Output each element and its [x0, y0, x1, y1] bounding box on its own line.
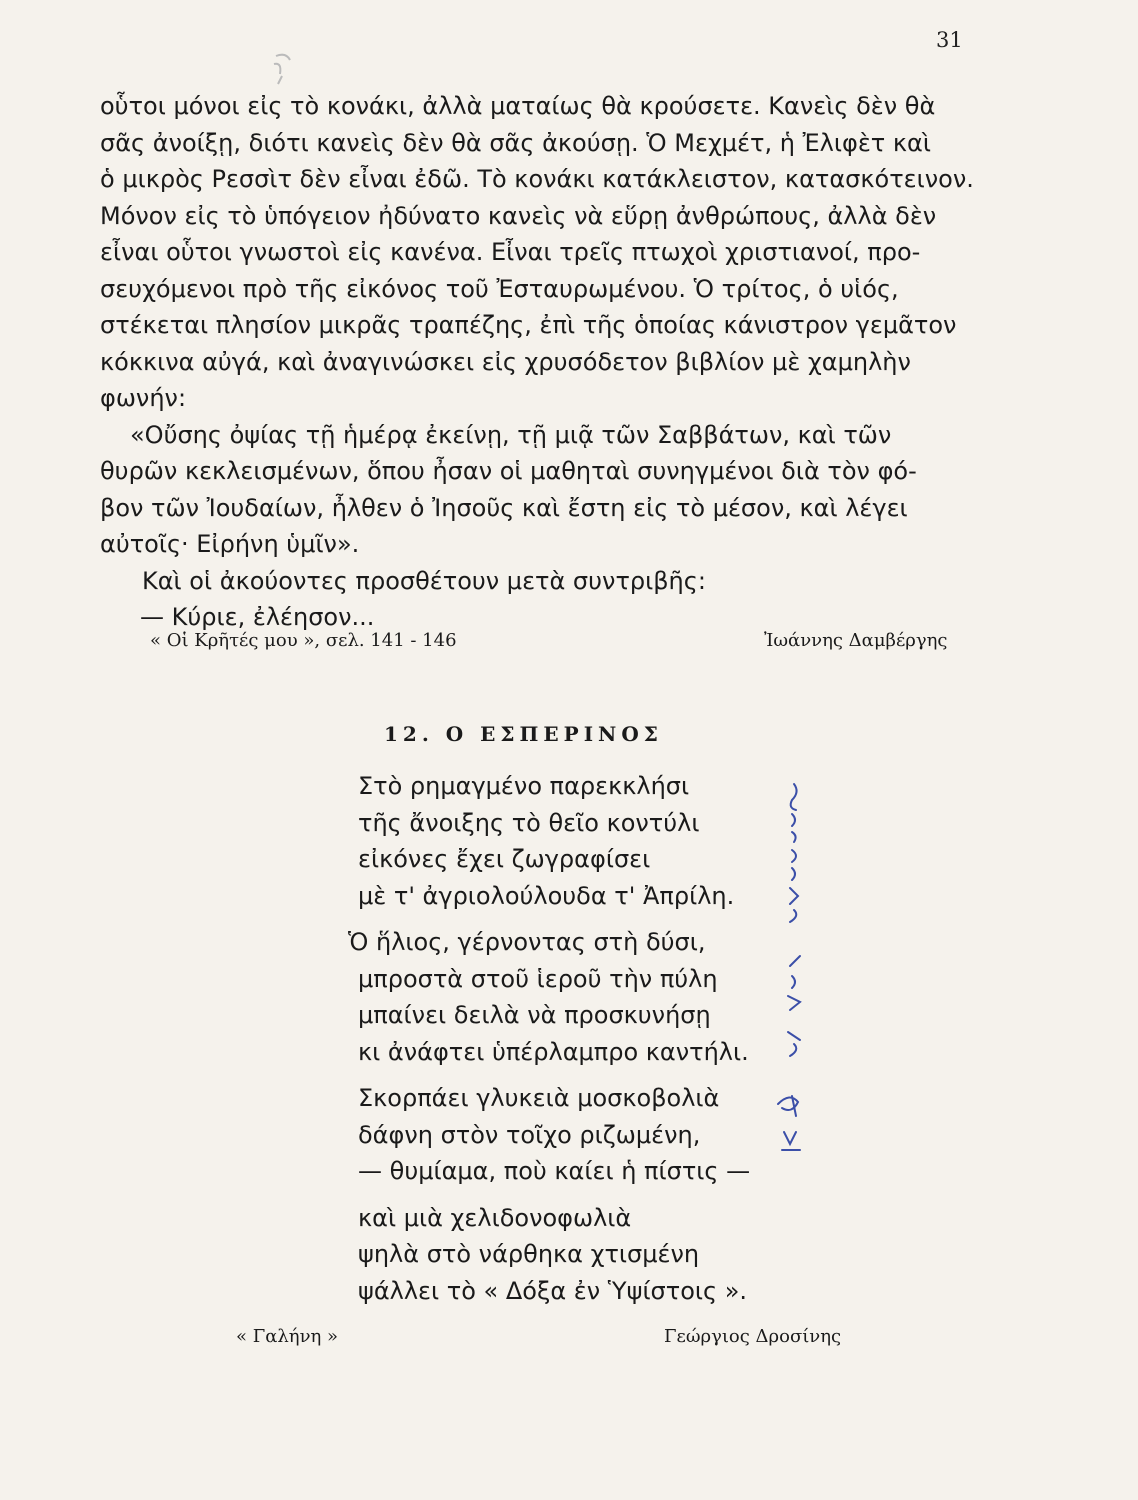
poem-stanza	[348, 924, 828, 1070]
poem-verse: ψηλὰ στὸ νάρθηκα χτισμένη	[358, 1240, 700, 1268]
prose-line: σευχόμενοι πρὸ τῆς εἰκόνος τοῦ Ἐσταυρωμένου. Ὁ τρίτος, ὁ υἱός,	[100, 274, 899, 303]
poem-verse: ψάλλει τὸ « Δόξα ἐν Ὑψίστοις ».	[358, 1276, 748, 1305]
poem-stanza	[358, 1200, 828, 1310]
poem-verse: εἰκόνες ἔχει ζωγραφίσει	[358, 845, 651, 873]
prose-line: θυρῶν κεκλεισμένων, ὅπου ἦσαν οἱ μαθηταὶ συνηγμένοι διὰ τὸν φό-	[100, 457, 917, 485]
prose-line: εἶναι οὗτοι γνωστοὶ εἰς κανένα. Εἶναι τρεῖς πτωχοὶ χριστιανοί, προ-	[100, 238, 921, 266]
poem-stanza	[358, 1080, 828, 1190]
prose-line: Καὶ οἱ ἀκούοντες προσθέτουν μετὰ συντριβῆς:	[142, 566, 706, 595]
poem-verse: Στὸ ρημαγμένο παρεκκλήσι	[358, 772, 690, 800]
poem-stanza	[358, 768, 828, 914]
poem-verse: Ὁ ἥλιος, γέρνοντας στὴ δύσι,	[348, 928, 706, 956]
citation-damvergis	[0, 630, 1138, 662]
prose-line: φωνήν:	[100, 384, 187, 412]
poem-verse: Σκορπάει γλυκειὰ μοσκοβολιὰ	[358, 1084, 720, 1112]
poem-verse: τῆς ἄνοιξης τὸ θεῖο κοντύλι	[358, 808, 700, 837]
prose-line: «Οὔσης ὀψίας τῇ ἡμέρᾳ ἐκείνῃ, τῇ μιᾷ τῶν Σαββάτων, καὶ τῶν	[130, 420, 892, 449]
citation-source: « Γαλήνη »	[236, 1326, 339, 1347]
prose-line: Μόνον εἰς τὸ ὑπόγειον ἠδύνατο κανεὶς νὰ εὕρῃ ἀνθρώπους, ἀλλὰ δὲν	[100, 201, 937, 230]
prose-line: — Κύριε, ἐλέησον...	[140, 603, 375, 631]
poem-verse: μπαίνει δειλὰ νὰ προσκυνήσῃ	[358, 1001, 711, 1029]
poem-verse: κι ἀνάφτει ὑπέρλαμπρο καντήλι.	[358, 1037, 749, 1066]
poem-verse: μπροστὰ στοῦ ἱεροῦ τὴν πύλη	[358, 964, 718, 993]
prose-line: αὐτοῖς· Εἰρήνη ὑμῖν».	[100, 530, 360, 558]
prose-line: ὁ μικρὸς Ρεσσὶτ δὲν εἶναι ἐδῶ. Τὸ κονάκι κατάκλειστον, κατασκότεινον.	[100, 165, 974, 193]
prose-line: οὗτοι μόνοι εἰς τὸ κονάκι, ἀλλὰ ματαίως θὰ κρούσετε. Κανεὶς δὲν θὰ	[100, 92, 936, 120]
prose-line: βον τῶν Ἰουδαίων, ἦλθεν ὁ Ἰησοῦς καὶ ἔστη εἰς τὸ μέσον, καὶ λέγει	[100, 493, 908, 522]
poem-verse: — θυμίαμα, ποὺ καίει ἡ πίστις —	[358, 1157, 751, 1185]
poem-verse: μὲ τ' ἀγριολούλουδα τ' Ἀπρίλη.	[358, 881, 735, 910]
citation-author: Γεώργιος Δροσίνης	[664, 1326, 842, 1347]
prose-line: σᾶς ἀνοίξῃ, διότι κανεὶς δὲν θὰ σᾶς ἀκούσῃ. Ὁ Μεχμέτ, ἡ Ἐλιφὲτ καὶ	[100, 128, 931, 157]
prose-paragraph	[100, 88, 974, 636]
page-number: 31	[936, 28, 963, 52]
citation-source: « Οἱ Κρῆτές μου », σελ. 141 - 146	[150, 630, 457, 651]
poem-verse: δάφνη στὸν τοῖχο ριζωμένη,	[358, 1120, 701, 1149]
poem	[348, 768, 828, 1319]
prose-line: κόκκινα αὐγά, καὶ ἀναγινώσκει εἰς χρυσόδετον βιβλίον μὲ χαμηλὴν	[100, 347, 911, 376]
citation-author: Ἰωάννης Δαμβέργης	[764, 630, 948, 651]
prose-line: στέκεται πλησίον μικρᾶς τραπέζης, ἐπὶ τῆς ὁποίας κάνιστρον γεμᾶτον	[100, 311, 957, 339]
citation-drosinis	[0, 1326, 1138, 1358]
section-title: 12. Ο ΕΣΠΕΡΙΝΟΣ	[384, 722, 663, 746]
poem-verse: καὶ μιὰ χελιδονοφωλιὰ	[358, 1203, 632, 1232]
smudge-mark	[268, 50, 298, 90]
pencil-annotation-icon	[770, 770, 840, 1170]
